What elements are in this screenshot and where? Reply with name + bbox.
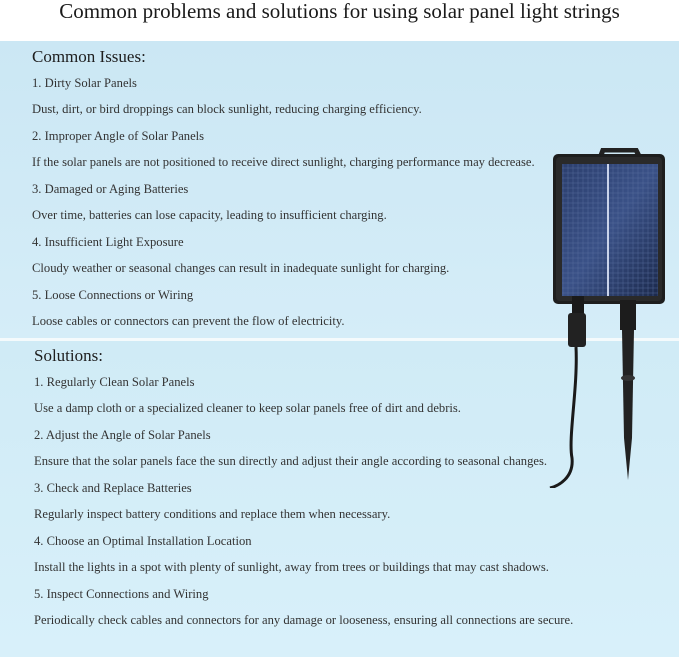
solution-title: 1. Regularly Clean Solar Panels: [34, 375, 195, 389]
solution-desc: Periodically check cables and connectors for any damage or looseness, ensuring all connections are secure.: [34, 613, 574, 627]
issue-title: 4. Insufficient Light Exposure: [32, 235, 184, 249]
issues-heading: Common Issues:: [32, 47, 146, 66]
issue-title: 3. Damaged or Aging Batteries: [32, 182, 189, 196]
issue-desc: Dust, dirt, or bird droppings can block sunlight, reducing charging efficiency.: [32, 102, 422, 116]
issue-desc: Cloudy weather or seasonal changes can result in inadequate sunlight for charging.: [32, 261, 450, 275]
issue-desc: Loose cables or connectors can prevent the flow of electricity.: [32, 314, 345, 328]
solution-desc: Install the lights in a spot with plenty of sunlight, away from trees or buildings that may cast shadows.: [34, 560, 549, 574]
solution-desc: Regularly inspect battery conditions and replace them when necessary.: [34, 507, 391, 521]
page-title: Common problems and solutions for using solar panel light strings: [59, 0, 620, 23]
issue-title: 1. Dirty Solar Panels: [32, 76, 137, 90]
solar-panel-stake-illustration: [548, 148, 668, 488]
issue-desc: If the solar panels are not positioned to receive direct sunlight, charging performance may decrease.: [32, 155, 535, 169]
solution-title: 4. Choose an Optimal Installation Location: [34, 534, 252, 548]
solution-title: 5. Inspect Connections and Wiring: [34, 587, 209, 601]
solution-title: 3. Check and Replace Batteries: [34, 481, 192, 495]
solution-desc: Ensure that the solar panels face the sun directly and adjust their angle according to seasonal changes.: [34, 454, 548, 468]
solutions-heading: Solutions:: [34, 346, 103, 365]
solution-title: 2. Adjust the Angle of Solar Panels: [34, 428, 211, 442]
solution-desc: Use a damp cloth or a specialized cleaner to keep solar panels free of dirt and debris.: [34, 401, 461, 415]
issue-title: 2. Improper Angle of Solar Panels: [32, 129, 205, 143]
issue-desc: Over time, batteries can lose capacity, leading to insufficient charging.: [32, 208, 387, 222]
issue-title: 5. Loose Connections or Wiring: [32, 288, 194, 302]
